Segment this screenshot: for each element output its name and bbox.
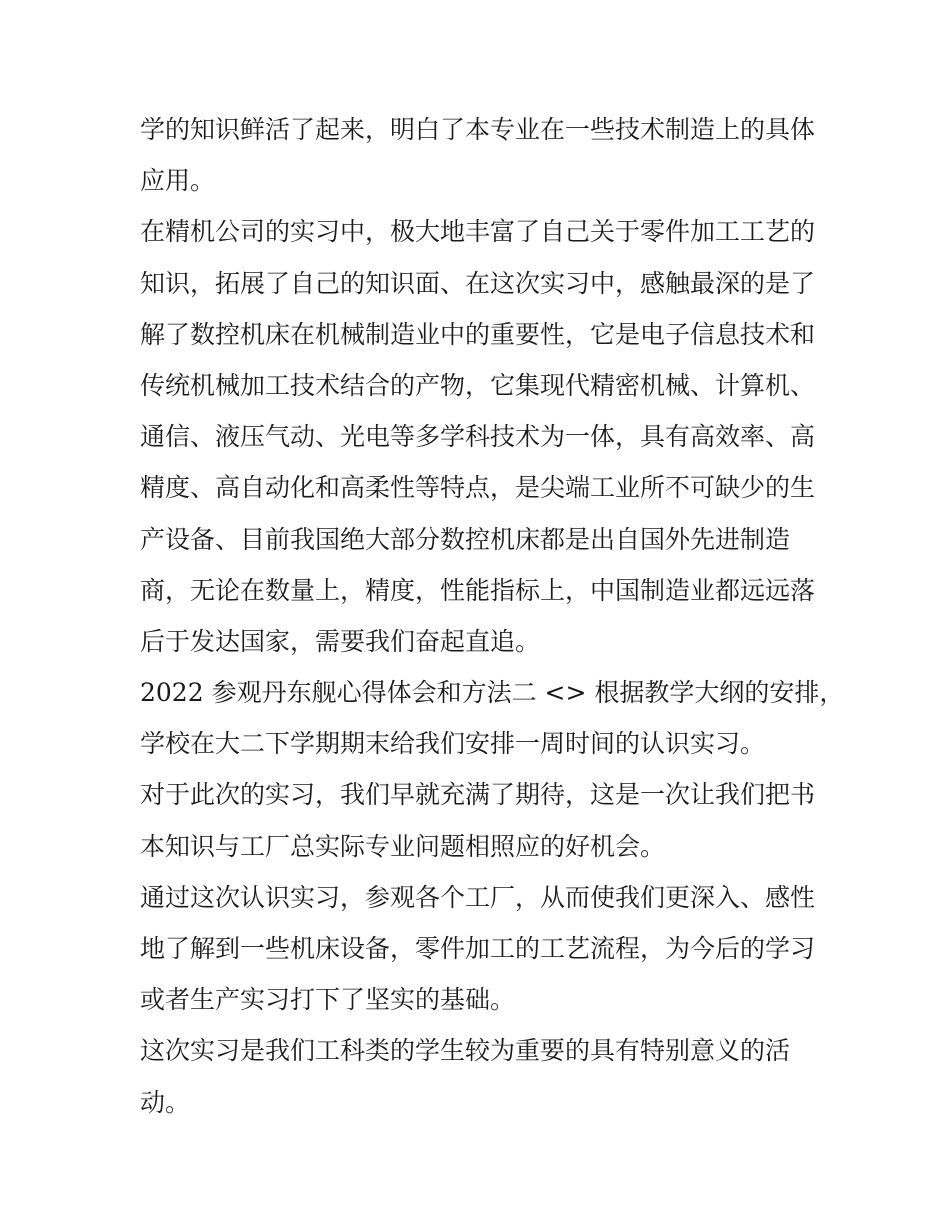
- text-line: 学校在大二下学期期末给我们安排一周时间的认识实习。: [140, 729, 766, 759]
- text-line: 传统机械加工技术结合的产物，它集现代精密机械、计算机、: [140, 370, 816, 400]
- text-line: 在精机公司的实习中，极大地丰富了自己关于零件加工工艺的: [140, 217, 816, 247]
- text-line: 产设备、目前我国绝大部分数控机床都是出自国外先进制造: [140, 524, 791, 554]
- text-line: 商，无论在数量上，精度，性能指标上，中国制造业都远远落: [140, 575, 816, 605]
- text-line: 动。: [140, 1087, 191, 1117]
- text-line: 这次实习是我们工科类的学生较为重要的具有特别意义的活: [140, 1036, 791, 1066]
- text-line: 对于此次的实习，我们早就充满了期待，这是一次让我们把书: [140, 780, 816, 810]
- text-line: 学的知识鲜活了起来，明白了本专业在一些技术制造上的具体: [140, 115, 816, 144]
- text-line: 应用。: [140, 166, 216, 196]
- paragraph-6: [140, 1025, 820, 1127]
- paragraph-5: [140, 872, 820, 1026]
- text-line: 后于发达国家，需要我们奋起直追。: [140, 626, 541, 656]
- text-line: 知识，拓展了自己的知识面、在这次实习中，感触最深的是了: [140, 268, 816, 298]
- text-line: 地了解到一些机床设备，零件加工的工艺流程，为今后的学习: [140, 934, 816, 963]
- document-body: [140, 104, 845, 1128]
- text-line: 本知识与工厂总实际专业问题相照应的好机会。: [140, 831, 666, 861]
- text-line: 精度、高自动化和高柔性等特点，是尖端工业所不可缺少的生: [140, 473, 816, 503]
- text-line: 通过这次认识实习，参观各个工厂，从而使我们更深入、感性: [140, 882, 816, 912]
- text-line: 2022 参观丹东舰心得体会和方法二 <> 根据教学大纲的安排，: [140, 678, 845, 708]
- text-line: 通信、液压气动、光电等多学科技术为一体，具有高效率、高: [140, 422, 816, 452]
- paragraph-1: [140, 104, 820, 206]
- text-line: 解了数控机床在机械制造业中的重要性，它是电子信息技术和: [140, 319, 816, 349]
- paragraph-4: [140, 769, 820, 871]
- text-line: 或者生产实习打下了坚实的基础。: [140, 985, 516, 1015]
- paragraph-2: [140, 206, 820, 667]
- paragraph-3: [140, 667, 845, 769]
